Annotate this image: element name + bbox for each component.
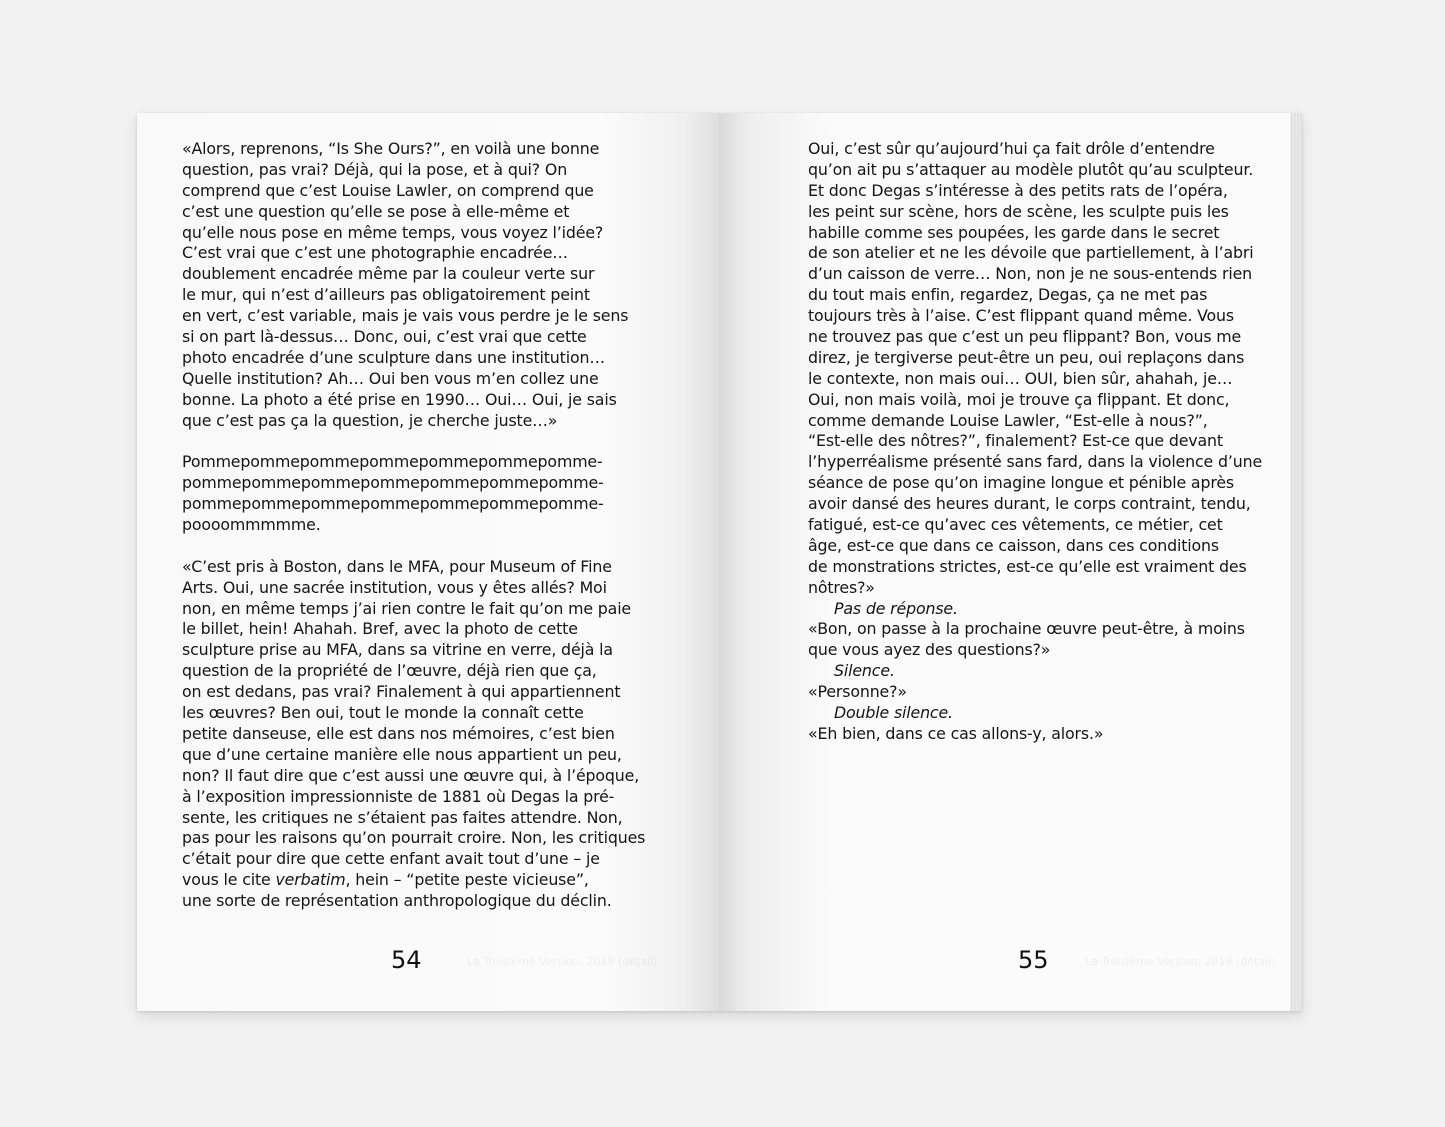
text-line: séance de pose qu’on imagine longue et pénible après: [808, 473, 1234, 493]
text-line: si on part là-dessus… Donc, oui, c’est vrai que cette: [182, 327, 587, 347]
text-line: les œuvres? Ben oui, tout le monde la connaît cette: [182, 703, 584, 723]
page-number-right: 55: [1018, 946, 1049, 974]
text-line: direz, je tergiverse peut-être un peu, oui replaçons dans: [808, 347, 1245, 367]
text-line: Oui, c’est sûr qu’aujourd’hui ça fait drôle d’entendre: [808, 139, 1215, 158]
stage-direction-silence: Silence.: [834, 661, 895, 681]
text-line: non, en même temps j’ai rien contre le fait qu’on me paie: [182, 598, 632, 618]
text-line: bonne. La photo a été prise en 1990… Oui… Oui, je sais: [182, 389, 617, 409]
show-through-caption: La Troisième Version, 2018 (détail): [467, 955, 658, 968]
text-line: toujours très à l’aise. C’est flippant quand même. Vous: [808, 306, 1234, 326]
text-line: fatigué, est-ce qu’avec ces vêtements, ce métier, cet: [808, 515, 1223, 535]
paragraph-gap: [182, 431, 642, 452]
text-line: du tout mais enfin, regardez, Degas, ça ne met pas: [808, 285, 1208, 305]
text-line: avoir dansé des heures durant, le corps contraint, tendu,: [808, 494, 1251, 514]
text-line: doublement encadrée même par la couleur verte sur: [182, 264, 595, 284]
text-line-dialogue: que vous ayez des questions?»: [808, 640, 1051, 660]
text-line: d’un caisson de verre… Non, non je ne sous-entends rien: [808, 264, 1253, 284]
left-page-text: [182, 139, 646, 912]
text-line: comme demande Louise Lawler, “Est-elle à nous?”,: [808, 410, 1208, 430]
text-line: sculpture prise au MFA, dans sa vitrine en verre, déjà la: [182, 640, 613, 660]
text-line: qu’elle nous pose en même temps, vous voyez l’idée?: [182, 222, 604, 242]
text-line: le contexte, non mais oui… OUI, bien sûr, ahahah, je…: [808, 368, 1233, 388]
text-line-dialogue: «Eh bien, dans ce cas allons-y, alors.»: [808, 723, 1104, 743]
text-line: Et donc Degas s’intéresse à des petits rats de l’opéra,: [808, 180, 1228, 200]
stage-direction-no-answer: Pas de réponse.: [834, 598, 958, 618]
text-line: question, pas vrai? Déjà, qui la pose, et à qui? On: [182, 159, 568, 179]
paragraph-gap: [182, 536, 642, 557]
text-line: Quelle institution? Ah… Oui ben vous m’en collez une: [182, 368, 599, 388]
text-line: c’est une question qu’elle se pose à elle-même et: [182, 201, 570, 221]
text-line: habille comme ses poupées, les garde dans le secret: [808, 222, 1220, 242]
text-line: pommepommepommepommepommepommepomme-: [182, 494, 604, 514]
text-line: les peint sur scène, hors de scène, les sculpte puis les: [808, 201, 1229, 221]
page-edges: [1290, 113, 1302, 1011]
text-line: on est dedans, pas vrai? Finalement à qui appartiennent: [182, 682, 621, 702]
text-line: de monstrations strictes, est-ce qu’elle est vraiment des: [808, 556, 1247, 576]
open-book: [137, 113, 1302, 1011]
stage-direction-double-silence: Double silence.: [834, 703, 953, 723]
text-line: “Est-elle des nôtres?”, finalement? Est-ce que devant: [808, 431, 1223, 451]
text-line: en vert, c’est variable, mais je vais vous perdre je le sens: [182, 306, 629, 326]
text-line: qu’on ait pu s’attaquer au modèle plutôt qu’au sculpteur.: [808, 159, 1254, 179]
text-line-dialogue: «Personne?»: [808, 682, 907, 702]
text-line-verbatim: vous le cite verbatim, hein – “petite peste vicieuse”,: [182, 870, 589, 890]
text-line: Arts. Oui, une sacrée institution, vous y êtes allés? Moi: [182, 577, 607, 597]
text-line: Pommepommepommepommepommepommepomme-: [182, 452, 603, 472]
text-line: que c’est pas ça la question, je cherche juste…»: [182, 410, 558, 430]
text-line: «C’est pris à Boston, dans le MFA, pour Museum of Fine: [182, 556, 612, 576]
text-line: question de la propriété de l’œuvre, déjà rien que ça,: [182, 661, 597, 681]
text-line: le mur, qui n’est d’ailleurs pas obligatoirement peint: [182, 285, 590, 305]
text-line-last: une sorte de représentation anthropologique du déclin.: [182, 891, 612, 911]
text-line: pommepommepommepommepommepommepomme-: [182, 473, 604, 493]
text-line: sente, les critiques ne s’étaient pas faites attendre. Non,: [182, 807, 623, 827]
text-line: C’est vrai que c’est une photographie encadrée…: [182, 243, 568, 263]
text-line: pas pour les raisons qu’on pourrait croire. Non, les critiques: [182, 828, 646, 848]
text-line: l’hyperréalisme présenté sans fard, dans la violence d’une: [808, 452, 1263, 472]
text-line: c’était pour dire que cette enfant avait tout d’une – je: [182, 849, 600, 869]
text-line: que d’une certaine manière elle nous appartient un peu,: [182, 744, 622, 764]
right-page-text: [808, 139, 1268, 745]
text-line: petite danseuse, elle est dans nos mémoires, c’est bien: [182, 723, 615, 743]
text-line: âge, est-ce que dans ce caisson, dans ces conditions: [808, 535, 1219, 555]
left-page: [137, 113, 719, 1011]
text-line: nôtres?»: [808, 577, 875, 597]
text-line: comprend que c’est Louise Lawler, on comprend que: [182, 180, 594, 200]
right-page: [719, 113, 1290, 1011]
text-line: de son atelier et ne les dévoile que partiellement, à l’abri: [808, 243, 1254, 263]
text-line-dialogue: «Bon, on passe à la prochaine œuvre peut-être, à moins: [808, 619, 1245, 639]
text-line: «Alors, reprenons, “Is She Ours?”, en voilà une bonne: [182, 139, 600, 158]
text-line: le billet, hein! Ahahah. Bref, avec la photo de cette: [182, 619, 578, 639]
italic-verbatim: verbatim: [275, 870, 346, 890]
text-line: photo encadrée d’une sculpture dans une institution…: [182, 347, 605, 367]
show-through-caption: La Troisième Version, 2018 (détail): [1085, 955, 1276, 968]
text-line: Oui, non mais voilà, moi je trouve ça flippant. Et donc,: [808, 389, 1230, 409]
text-line: à l’exposition impressionniste de 1881 où Degas la pré-: [182, 786, 615, 806]
page-number-left: 54: [391, 946, 422, 974]
text-line: non? Il faut dire que c’est aussi une œuvre qui, à l’époque,: [182, 765, 640, 785]
text-line: ne trouvez pas que c’est un peu flippant? Bon, vous me: [808, 327, 1242, 347]
text-line: poooommmmme.: [182, 515, 321, 535]
